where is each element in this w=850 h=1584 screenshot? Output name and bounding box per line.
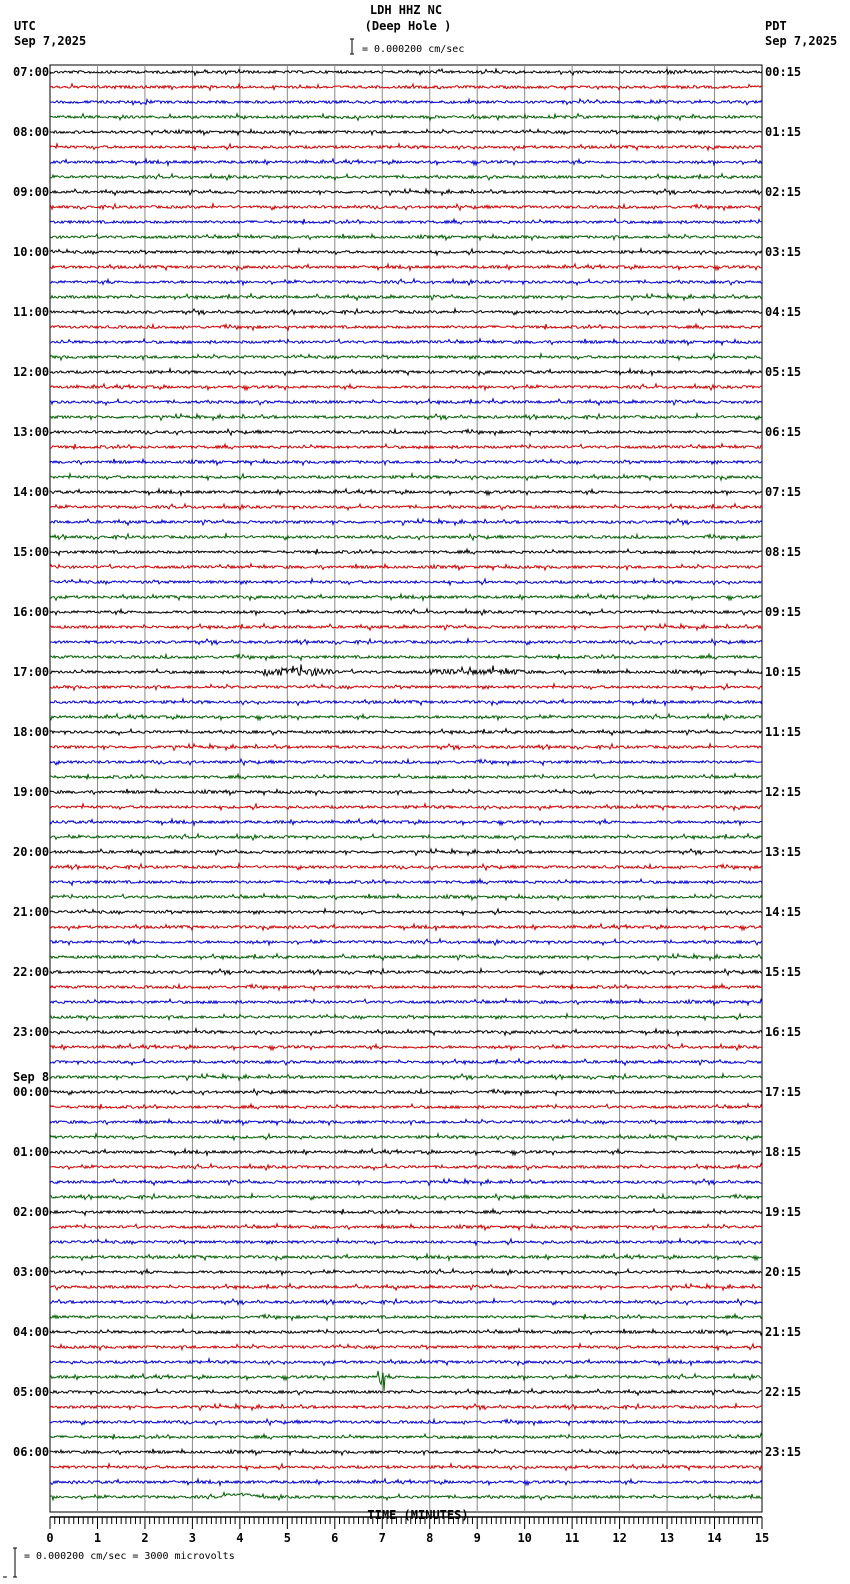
utc-hour-label: 07:00 — [13, 65, 50, 79]
trace-line — [50, 564, 762, 570]
trace-line — [50, 1404, 762, 1410]
pdt-hour-label: 05:15 — [765, 365, 802, 379]
trace-line — [50, 1044, 762, 1050]
footer-scale-bar-icon — [3, 1548, 17, 1577]
trace-line — [50, 639, 762, 645]
trace-line — [50, 759, 762, 765]
utc-hour-label: 20:00 — [13, 845, 50, 859]
utc-hour-label: 09:00 — [13, 185, 50, 199]
utc-hour-label: 10:00 — [13, 245, 50, 259]
trace-line — [50, 399, 762, 405]
axis-tick-label: 8 — [426, 1531, 434, 1545]
pdt-hour-label: 00:15 — [765, 65, 802, 79]
trace-line — [50, 219, 762, 225]
trace-line — [50, 249, 762, 255]
trace-line — [50, 384, 762, 390]
station-location: (Deep Hole ) — [364, 19, 452, 33]
axis-tick-label: 7 — [378, 1531, 386, 1545]
trace-line — [50, 1104, 762, 1110]
trace-line — [50, 1284, 762, 1290]
trace-line — [50, 1344, 762, 1350]
pdt-hour-label: 22:15 — [765, 1385, 802, 1399]
pdt-hour-label: 04:15 — [765, 305, 802, 319]
utc-hour-label: 13:00 — [13, 425, 50, 439]
trace-line — [50, 729, 762, 735]
pdt-hour-label: 19:15 — [765, 1205, 802, 1219]
trace-line — [50, 354, 762, 360]
pdt-hour-label: 08:15 — [765, 545, 802, 559]
trace-line — [50, 429, 762, 435]
scale-text: = 0.000200 cm/sec — [362, 44, 465, 55]
footer-scale-text: = 0.000200 cm/sec = 3000 microvolts — [24, 1551, 235, 1562]
trace-line — [50, 1179, 762, 1185]
pdt-hour-label: 15:15 — [765, 965, 802, 979]
axis-tick-label: 13 — [659, 1531, 675, 1545]
trace-line — [50, 894, 762, 900]
right-date: Sep 7,2025 — [765, 34, 838, 48]
trace-line — [50, 939, 762, 945]
trace-line — [50, 954, 762, 960]
utc-hour-label: 06:00 — [13, 1445, 50, 1459]
pdt-hour-label: 07:15 — [765, 485, 802, 499]
trace-line — [50, 279, 762, 285]
pdt-hour-label: 11:15 — [765, 725, 802, 739]
trace-line — [50, 174, 762, 180]
utc-hour-label: 23:00 — [13, 1025, 50, 1039]
pdt-hour-label: 20:15 — [765, 1265, 802, 1279]
utc-hour-label: 19:00 — [13, 785, 50, 799]
trace-line — [50, 1239, 762, 1245]
utc-hour-label: 11:00 — [13, 305, 50, 319]
trace-line — [50, 1209, 762, 1215]
utc-hour-label: 17:00 — [13, 665, 50, 679]
utc-hour-label: 12:00 — [13, 365, 50, 379]
trace-line — [50, 1194, 762, 1200]
trace-line — [50, 414, 762, 420]
trace-line — [50, 579, 762, 585]
pdt-hour-label: 17:15 — [765, 1085, 802, 1099]
trace-line — [50, 1389, 762, 1395]
trace-line — [50, 1434, 762, 1440]
trace-line — [50, 819, 762, 825]
axis-tick-label: 0 — [46, 1531, 54, 1545]
traces — [50, 69, 762, 1500]
pdt-hour-label: 02:15 — [765, 185, 802, 199]
trace-line — [50, 1492, 762, 1500]
utc-hour-label: 22:00 — [13, 965, 50, 979]
trace-line — [50, 1479, 762, 1485]
trace-line — [50, 474, 762, 480]
trace-line — [50, 1164, 762, 1170]
trace-line — [50, 1359, 762, 1365]
trace-line — [50, 1224, 762, 1230]
trace-line — [50, 924, 762, 930]
trace-line — [50, 84, 762, 90]
axis-tick-label: 2 — [141, 1531, 149, 1545]
utc-hour-label: 02:00 — [13, 1205, 50, 1219]
trace-line — [50, 1029, 762, 1035]
trace-line — [50, 684, 762, 690]
trace-line — [50, 849, 762, 855]
pdt-hour-label: 16:15 — [765, 1025, 802, 1039]
pdt-hour-label: 03:15 — [765, 245, 802, 259]
trace-line — [50, 264, 762, 270]
trace-line — [50, 864, 762, 870]
trace-line — [50, 594, 762, 600]
trace-line — [50, 69, 762, 75]
trace-line — [50, 1014, 762, 1020]
trace-line — [50, 999, 762, 1005]
pdt-hour-label: 09:15 — [765, 605, 802, 619]
axis-tick-label: 12 — [612, 1531, 627, 1545]
trace-line — [50, 1074, 762, 1080]
trace-line — [50, 1269, 762, 1275]
trace-line — [50, 1134, 762, 1140]
station-title: LDH HHZ NC — [369, 3, 443, 17]
axis-tick-label: 10 — [517, 1531, 532, 1545]
utc-hour-label: 08:00 — [13, 125, 50, 139]
left-timezone: UTC — [14, 19, 36, 33]
trace-line — [50, 789, 762, 795]
utc-hour-label: 14:00 — [13, 485, 50, 499]
utc-hour-label: 16:00 — [13, 605, 50, 619]
pdt-hour-label: 13:15 — [765, 845, 802, 859]
trace-line — [50, 159, 762, 165]
trace-line — [50, 1371, 762, 1391]
trace-line — [50, 834, 762, 840]
trace-line — [50, 609, 762, 615]
axis-tick-label: 3 — [188, 1531, 197, 1545]
trace-line — [50, 294, 762, 300]
trace-line — [50, 549, 762, 555]
trace-line — [50, 519, 762, 525]
trace-line — [50, 1299, 762, 1305]
trace-line — [50, 1449, 762, 1455]
trace-line — [50, 744, 762, 750]
trace-line — [50, 879, 762, 885]
axis-tick-label: 9 — [473, 1531, 481, 1545]
axis-tick-label: 15 — [754, 1531, 770, 1545]
trace-line — [50, 1314, 762, 1320]
trace-line — [50, 144, 762, 150]
axis-tick-label: 6 — [331, 1531, 339, 1545]
left-date: Sep 7,2025 — [14, 34, 87, 48]
utc-hour-label: 00:00 — [13, 1085, 50, 1099]
pdt-hour-label: 12:15 — [765, 785, 802, 799]
scale-bar-icon — [350, 39, 354, 54]
utc-hour-label: 18:00 — [13, 725, 50, 739]
pdt-hour-label: 14:15 — [765, 905, 802, 919]
trace-line — [50, 1149, 762, 1155]
pdt-hour-label: 23:15 — [765, 1445, 802, 1459]
trace-line — [50, 664, 762, 675]
trace-line — [50, 339, 762, 345]
pdt-hour-label: 10:15 — [765, 665, 802, 679]
utc-hour-label: 21:00 — [13, 905, 50, 919]
utc-hour-label: 03:00 — [13, 1265, 50, 1279]
trace-line — [50, 804, 762, 810]
trace-line — [50, 624, 762, 630]
pdt-hour-label: 01:15 — [765, 125, 802, 139]
trace-line — [50, 324, 762, 330]
trace-line — [50, 1254, 762, 1260]
axis-tick-label: 5 — [283, 1531, 291, 1545]
trace-line — [50, 1419, 762, 1425]
utc-hour-label: 05:00 — [13, 1385, 50, 1399]
pdt-hour-label: 06:15 — [765, 425, 802, 439]
trace-line — [50, 204, 762, 210]
date-change-label: Sep 8 — [13, 1070, 50, 1084]
trace-line — [50, 714, 762, 720]
trace-line — [50, 99, 762, 105]
trace-line — [50, 1059, 762, 1065]
trace-line — [50, 459, 762, 465]
trace-line — [50, 1119, 762, 1125]
axis-tick-label: 11 — [564, 1531, 580, 1545]
pdt-hour-label: 18:15 — [765, 1145, 802, 1159]
axis-tick-label: 1 — [93, 1531, 102, 1545]
trace-line — [50, 114, 762, 121]
trace-line — [50, 489, 762, 495]
trace-line — [50, 534, 762, 540]
x-axis-label: TIME (MINUTES) — [367, 1508, 469, 1522]
trace-line — [50, 189, 762, 195]
axis-tick-label: 4 — [236, 1531, 244, 1545]
utc-hour-label: 15:00 — [13, 545, 50, 559]
trace-line — [50, 129, 762, 135]
trace-line — [50, 909, 762, 915]
trace-line — [50, 369, 762, 375]
trace-line — [50, 309, 762, 315]
trace-line — [50, 1329, 762, 1335]
trace-line — [50, 1464, 762, 1470]
trace-line — [50, 654, 762, 660]
right-timezone: PDT — [765, 19, 787, 33]
trace-line — [50, 774, 762, 780]
trace-line — [50, 969, 762, 975]
axis-tick-label: 14 — [707, 1531, 722, 1545]
pdt-hour-label: 21:15 — [765, 1325, 802, 1339]
trace-line — [50, 504, 762, 510]
utc-hour-label: 04:00 — [13, 1325, 50, 1339]
trace-line — [50, 444, 762, 450]
trace-line — [50, 984, 762, 990]
trace-line — [50, 699, 762, 705]
trace-line — [50, 234, 762, 240]
trace-line — [50, 1089, 762, 1095]
utc-hour-label: 01:00 — [13, 1145, 50, 1159]
